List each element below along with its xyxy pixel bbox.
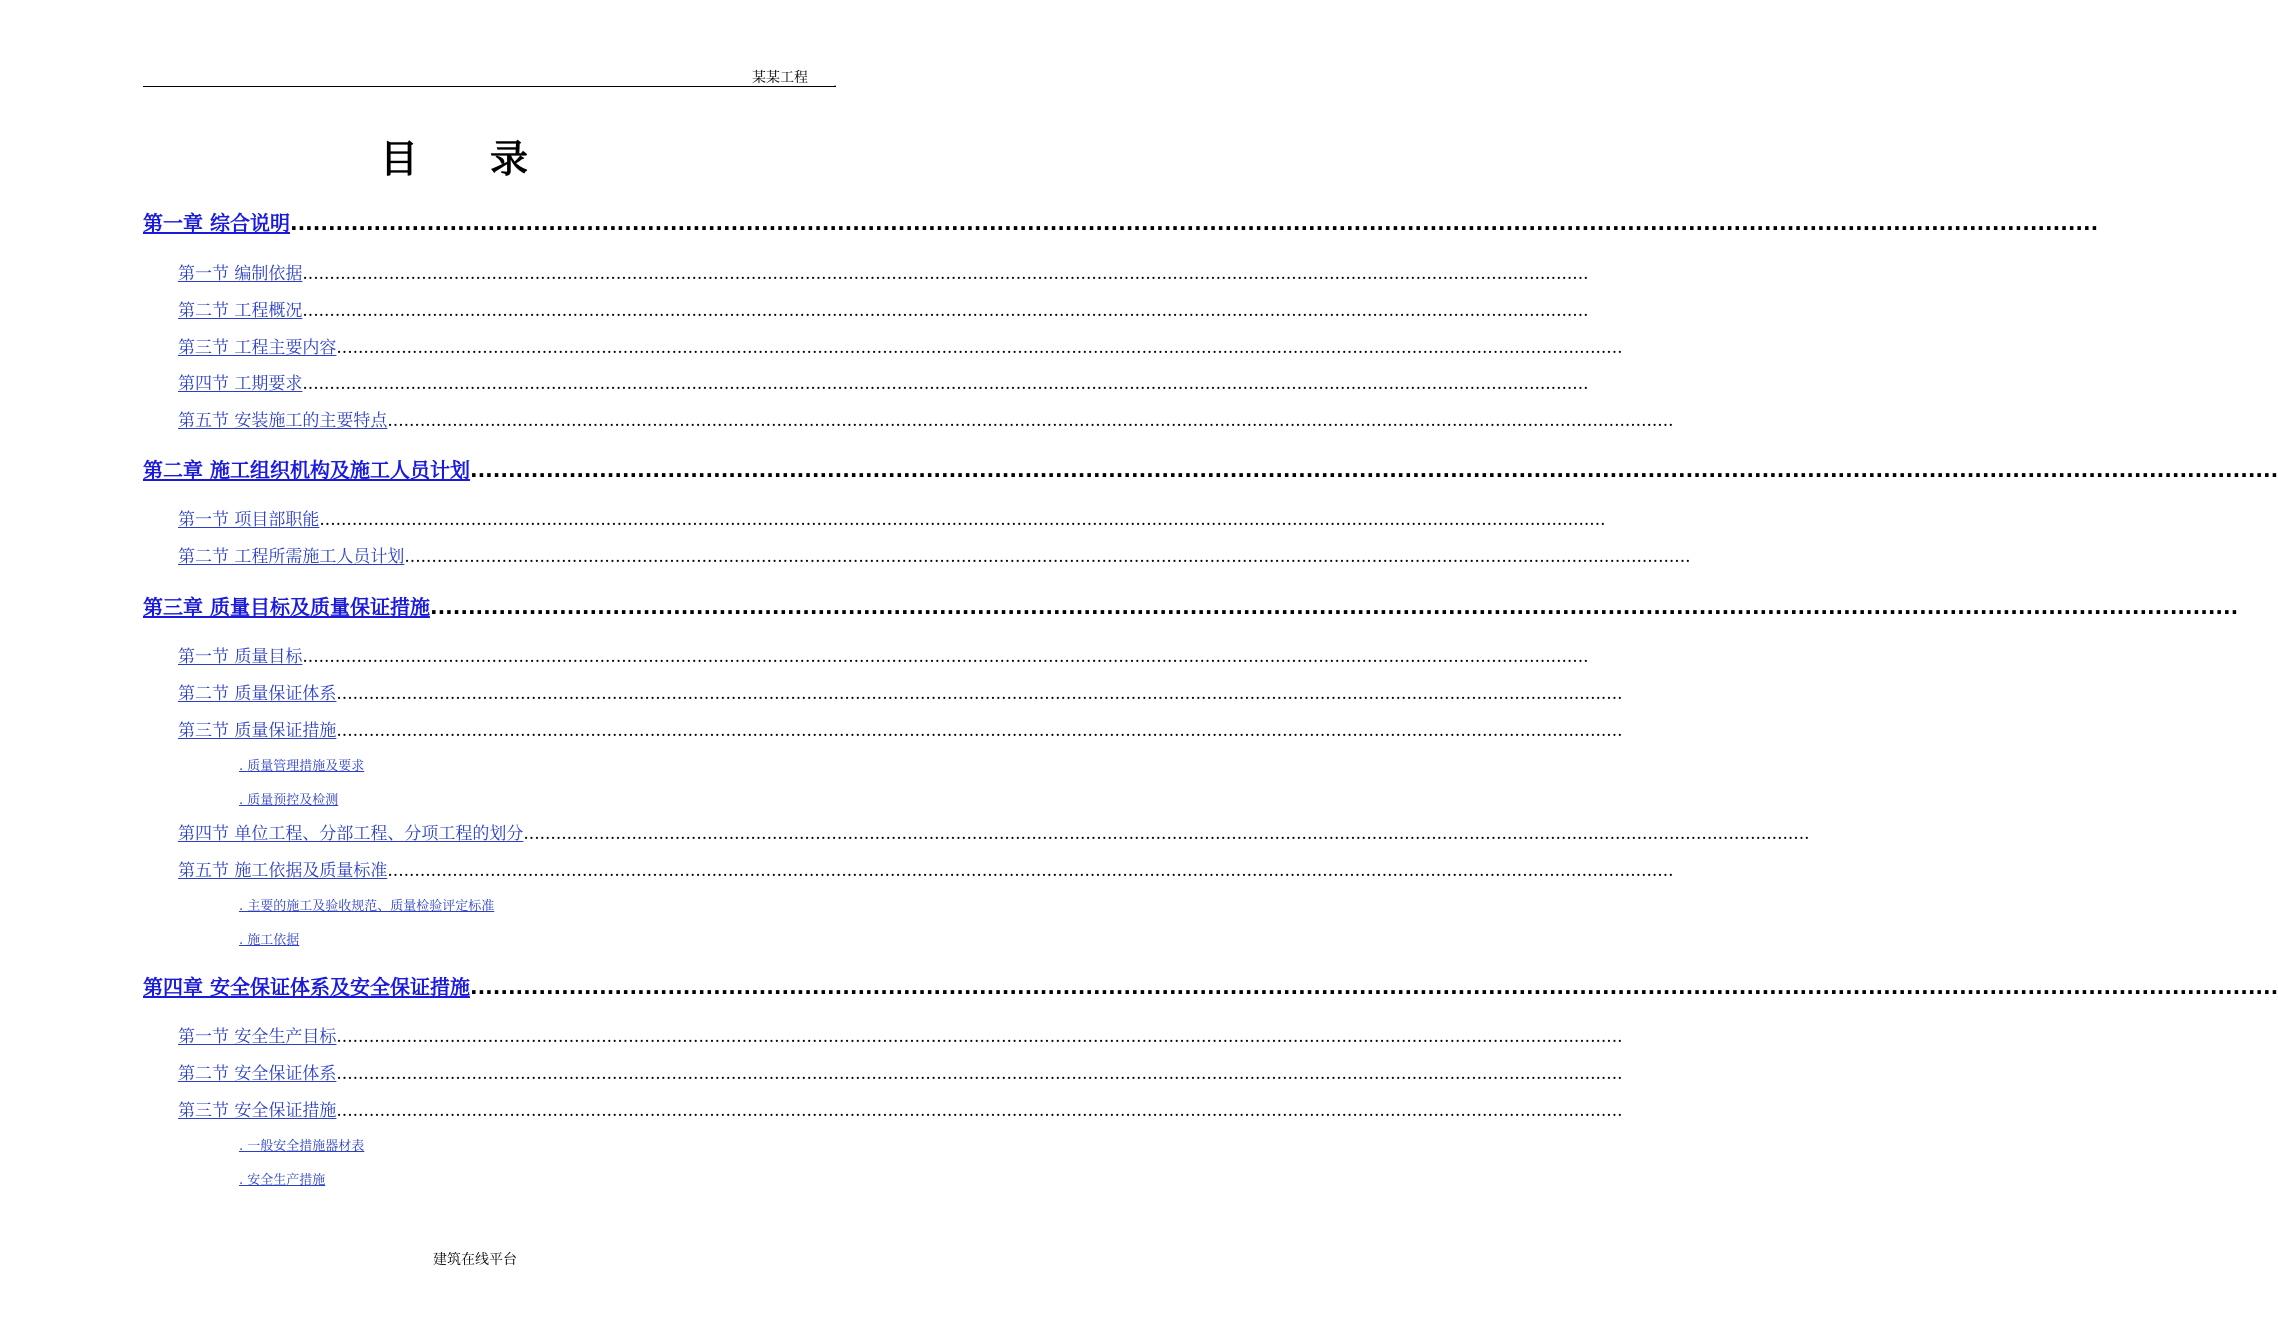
toc-chapter-link[interactable]	[143, 591, 2239, 620]
toc-entry-label: 第三节 安全保证措施	[178, 1101, 337, 1121]
toc-section-link[interactable]	[178, 333, 1623, 358]
toc-section-link[interactable]	[178, 505, 1606, 530]
toc-leader-dots: ..............................................................................................................................................................................................................................................	[302, 264, 1589, 284]
toc-section-link[interactable]	[178, 296, 1589, 321]
toc-entry-label: 第一节 编制依据	[178, 264, 303, 284]
toc-subitem[interactable]: . 施工依据	[239, 933, 300, 948]
page-header-dot: .	[833, 76, 837, 90]
toc-subitem[interactable]: . 一般安全措施器材表	[239, 1139, 365, 1154]
toc-leader-dots: ..............................................................................................................................................................................................................................................	[289, 211, 2099, 235]
toc-entry-label: 第三章 质量目标及质量保证措施	[143, 595, 430, 619]
toc-leader-dots: ..............................................................................................................................................................................................................................................	[469, 458, 2278, 482]
toc-leader-dots: ..............................................................................................................................................................................................................................................	[404, 547, 1691, 567]
toc-subitem[interactable]: . 主要的施工及验收规范、质量检验评定标准	[239, 899, 495, 914]
toc-leader-dots: ..............................................................................................................................................................................................................................................	[387, 411, 1674, 431]
toc-chapter-link[interactable]	[143, 207, 2099, 236]
toc-section-link[interactable]	[178, 819, 1810, 844]
toc-section-link[interactable]	[178, 856, 1674, 881]
toc-entry-label: 第五节 安装施工的主要特点	[178, 411, 388, 431]
toc-leader-dots: ..............................................................................................................................................................................................................................................	[302, 301, 1589, 321]
toc-entry-label: 第二节 工程概况	[178, 301, 303, 321]
toc-leader-dots: ..............................................................................................................................................................................................................................................	[302, 374, 1589, 394]
toc-section-link[interactable]	[178, 406, 1674, 431]
toc-entry-label: 第三节 质量保证措施	[178, 721, 337, 741]
toc-leader-dots: ..............................................................................................................................................................................................................................................	[319, 510, 1606, 530]
toc-entry-label: 第一节 项目部职能	[178, 510, 320, 530]
toc-chapter-link[interactable]	[143, 454, 2278, 483]
toc-entry-label: 第四节 工期要求	[178, 374, 303, 394]
toc-entry-label: 第四章 安全保证体系及安全保证措施	[143, 975, 470, 999]
toc-section-link[interactable]	[178, 542, 1691, 567]
toc-leader-dots: ..............................................................................................................................................................................................................................................	[336, 1027, 1623, 1047]
toc-entry-label: 第一节 安全生产目标	[178, 1027, 337, 1047]
toc-section-link[interactable]	[178, 642, 1589, 667]
toc-entry-label: 第二节 质量保证体系	[178, 684, 337, 704]
toc-subitem[interactable]: . 质量预控及检测	[239, 793, 339, 808]
toc-leader-dots: ..............................................................................................................................................................................................................................................	[429, 595, 2239, 619]
toc-section-link[interactable]	[178, 679, 1623, 704]
toc-subitem[interactable]: . 质量管理措施及要求	[239, 759, 365, 774]
toc-section-link[interactable]	[178, 1059, 1623, 1084]
toc-entry-label: 第五节 施工依据及质量标准	[178, 861, 388, 881]
toc-entry-label: 第一节 质量目标	[178, 647, 303, 667]
toc-section-link[interactable]	[178, 1096, 1623, 1121]
toc-section-link[interactable]	[178, 369, 1589, 394]
toc-entry-label: 第二节 安全保证体系	[178, 1064, 337, 1084]
toc-entry-label: 第二章 施工组织机构及施工人员计划	[143, 458, 470, 482]
toc-leader-dots: ..............................................................................................................................................................................................................................................	[387, 861, 1674, 881]
toc-leader-dots: ..............................................................................................................................................................................................................................................	[336, 684, 1623, 704]
toc-entry-label: 第三节 工程主要内容	[178, 338, 337, 358]
toc-title: 目录	[379, 137, 600, 181]
header-rule	[143, 86, 836, 87]
toc-leader-dots: ..............................................................................................................................................................................................................................................	[469, 975, 2278, 999]
toc-leader-dots: ..............................................................................................................................................................................................................................................	[523, 824, 1810, 844]
toc-leader-dots: ..............................................................................................................................................................................................................................................	[336, 338, 1623, 358]
toc-entry-label: 第一章 综合说明	[143, 211, 290, 235]
toc-leader-dots: ..............................................................................................................................................................................................................................................	[336, 1064, 1623, 1084]
toc-entry-label: 第二节 工程所需施工人员计划	[178, 547, 405, 567]
toc-section-link[interactable]	[178, 1022, 1623, 1047]
page-footer: 建筑在线平台	[433, 1252, 517, 1268]
page-header-title: 某某工程	[752, 70, 808, 86]
toc-subitem[interactable]: . 安全生产措施	[239, 1173, 326, 1188]
toc-chapter-link[interactable]	[143, 971, 2278, 1000]
toc-leader-dots: ..............................................................................................................................................................................................................................................	[336, 1101, 1623, 1121]
toc-leader-dots: ..............................................................................................................................................................................................................................................	[302, 647, 1589, 667]
toc-section-link[interactable]	[178, 259, 1589, 284]
toc-section-link[interactable]	[178, 716, 1623, 741]
toc-leader-dots: ..............................................................................................................................................................................................................................................	[336, 721, 1623, 741]
toc-entry-label: 第四节 单位工程、分部工程、分项工程的划分	[178, 824, 524, 844]
